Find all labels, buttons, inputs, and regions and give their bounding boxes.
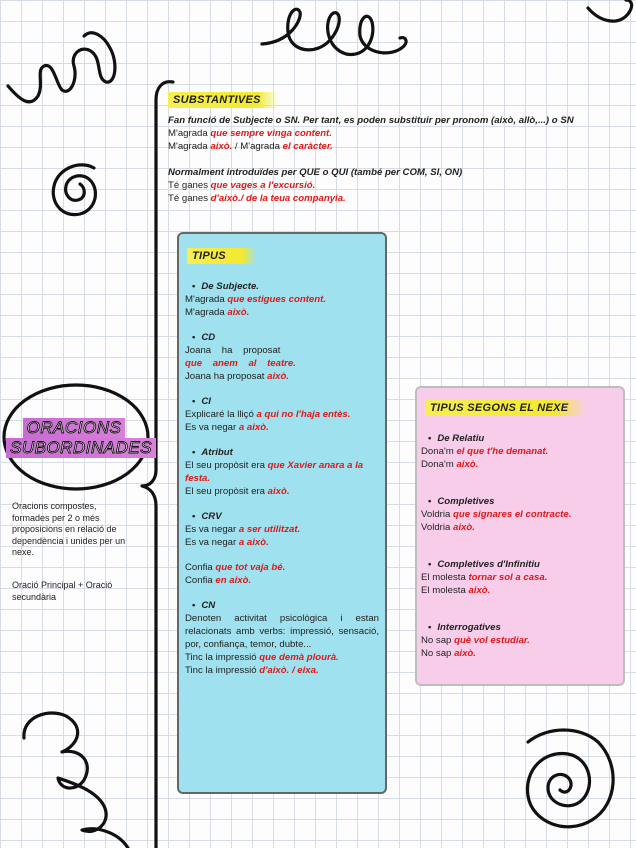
example-highlight: que signares el contracte.	[453, 509, 572, 520]
tipus-subjecte-label: • De Subjecte.	[185, 280, 379, 293]
example-text: Tinc la impressió	[185, 652, 260, 663]
tipus-content	[185, 280, 379, 677]
example-highlight: d'això./ de la teua companyia.	[210, 193, 346, 204]
substantives-example-2	[168, 140, 628, 153]
example-text: El molesta	[421, 585, 469, 596]
spiral-left-icon	[53, 165, 95, 215]
example-text: No sap	[421, 648, 455, 659]
tipus-cn-label: • CN	[185, 599, 379, 612]
example-highlight: això.	[210, 141, 233, 152]
scribble-top-right-icon	[588, 0, 632, 21]
nexe-interrogatives-label: • Interrogatives	[421, 621, 617, 634]
nexe-infinitiu-label: • Completives d'Infinitiu	[421, 558, 617, 571]
example-text: Té ganes	[168, 193, 211, 204]
substantives-note: Normalment introduïdes per QUE o QUI (també per COM, SI, ON)	[168, 167, 463, 178]
example-highlight: això.	[453, 522, 475, 533]
tipus-heading-label: TIPUS	[187, 248, 256, 264]
example-text: Explicaré la lliçó	[185, 409, 257, 420]
example-highlight: d'això. / eixa.	[259, 665, 319, 676]
example-highlight: tornar sol a casa.	[468, 572, 548, 583]
example-highlight: això.	[267, 371, 290, 382]
example-text: Confia	[185, 562, 216, 573]
tipus-box	[177, 232, 387, 794]
main-title-line2: SUBORDINADES	[6, 438, 156, 458]
substantives-heading	[168, 90, 279, 108]
main-title	[6, 418, 153, 458]
example-highlight: què vol estudiar.	[454, 635, 530, 646]
example-highlight: a ser utilitzat.	[238, 524, 301, 535]
example-text: Confia	[185, 575, 216, 586]
example-text: Voldria	[421, 509, 453, 520]
example-text: Dona'm	[421, 459, 457, 470]
tipus-ci-label: • CI	[185, 395, 379, 408]
example-highlight: el que t'he demanat.	[456, 446, 549, 457]
example-text: El seu propòsit era	[185, 486, 268, 497]
big-spiral-bottom-right-icon	[527, 730, 613, 827]
example-highlight: que tot vaja bé.	[215, 562, 286, 573]
example-highlight: a qui no l'haja entès.	[256, 409, 351, 420]
tipus-cn-description: Denoten activitat psicològica i estan relacionats amb verbs: impressió, sensació, por, confiança, temor, dubte...	[185, 613, 379, 650]
example-text: Joana ha proposat	[185, 371, 268, 382]
tipus-atribut-label: • Atribut	[185, 446, 379, 459]
example-highlight: això.	[468, 585, 491, 596]
nexe-box	[415, 386, 625, 686]
example-highlight: això.	[456, 459, 479, 470]
example-text: Joana ha proposat	[185, 345, 281, 356]
example-highlight: en això.	[215, 575, 252, 586]
example-highlight: que estigues content.	[227, 294, 326, 305]
tipus-heading	[187, 246, 256, 264]
tipus-crv-label: • CRV	[185, 510, 379, 523]
example-text: M'agrada	[168, 141, 211, 152]
example-text: El molesta	[421, 572, 469, 583]
scribble-bottom-left-icon	[24, 713, 128, 848]
substantives-example-4	[168, 192, 628, 205]
loops-top-center-icon	[262, 9, 406, 54]
example-text: No sap	[421, 635, 455, 646]
substantives-heading-label: SUBSTANTIVES	[168, 92, 279, 108]
example-text: M'agrada	[168, 128, 211, 139]
tipus-cd-label: • CD	[185, 331, 379, 344]
example-text: Es va negar	[185, 524, 239, 535]
example-text: / M'agrada	[232, 141, 283, 152]
example-highlight: el caràcter.	[282, 141, 333, 152]
nexe-completives-label: • Completives	[421, 495, 617, 508]
example-highlight: això.	[227, 307, 250, 318]
nexe-heading	[425, 398, 586, 416]
substantives-example-3	[168, 179, 628, 192]
example-text: Es va negar	[185, 537, 239, 548]
example-text: Té ganes	[168, 180, 211, 191]
example-highlight: que Xavier anara a la festa.	[185, 460, 364, 484]
nexe-relatiu-label: • De Relatiu	[421, 432, 617, 445]
example-highlight: això.	[454, 648, 476, 659]
example-highlight: que demà plourà.	[259, 652, 339, 663]
definition-text: Oracions compostes, formades per 2 o més proposicions en relació de dependència i unides per un nexe.	[12, 501, 126, 557]
structure-text: Oració Principal + Oració secundària	[12, 580, 113, 602]
main-title-line1: ORACIONS	[23, 418, 126, 438]
nexe-content	[421, 432, 617, 660]
example-text: M'agrada	[185, 307, 228, 318]
substantives-body	[168, 114, 628, 205]
example-highlight: això.	[267, 486, 290, 497]
example-highlight: que anem al teatre.	[185, 358, 296, 369]
example-highlight: a això.	[238, 537, 269, 548]
nexe-heading-label: TIPUS SEGONS EL NEXE	[425, 400, 586, 416]
example-text: El seu propòsit era	[185, 460, 268, 471]
example-text: M'agrada	[185, 294, 228, 305]
substantives-intro: Fan funció de Subjecte o SN. Per tant, es poden substituir per pronom (això, allò,...) o SN	[168, 115, 574, 126]
substantives-example-1	[168, 127, 628, 140]
example-text: Es va negar	[185, 422, 239, 433]
example-highlight: que sempre vinga content.	[210, 128, 332, 139]
example-highlight: que vages a l'excursió.	[210, 180, 316, 191]
example-text: Tinc la impressió	[185, 665, 260, 676]
example-text: Dona'm	[421, 446, 457, 457]
example-highlight: a això.	[238, 422, 269, 433]
scribble-top-left-icon	[8, 33, 115, 102]
example-text: Voldria	[421, 522, 453, 533]
